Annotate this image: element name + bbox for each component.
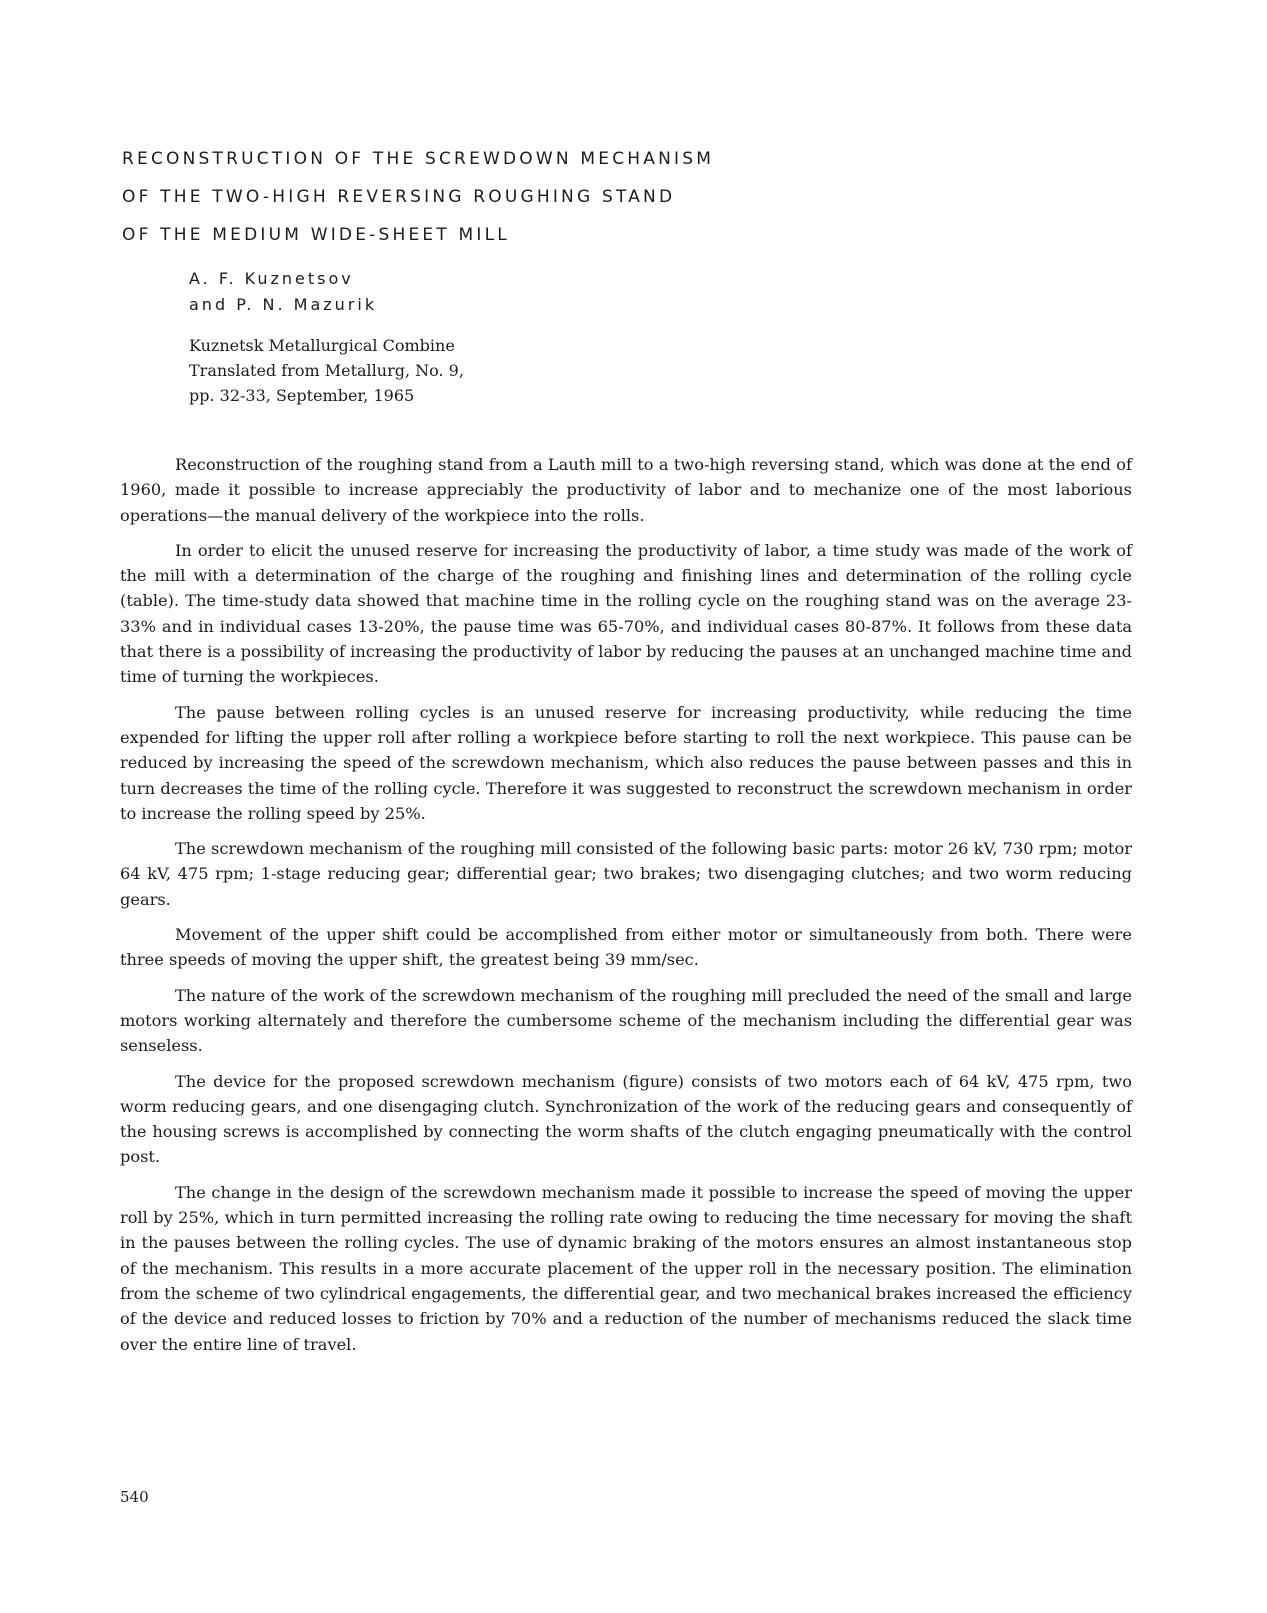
title-line: OF THE MEDIUM WIDE-SHEET MILL [122,225,510,245]
body-paragraph: The nature of the work of the screwdown mechanism of the roughing mill precluded the need of the small and large motors working alternately and therefore the cumbersome scheme of the mechanism including the differential gear was senseless. [120,985,1132,1056]
title-line: OF THE TWO-HIGH REVERSING ROUGHING STAND [122,187,676,207]
body-paragraph: The screwdown mechanism of the roughing mill consisted of the following basic parts: motor 26 kV, 730 rpm; motor 64 kV, 475 rpm; 1-stage reducing gear; differential gear; two brakes; two disengaging clutches; and two worm reducing gears. [120,839,1132,909]
body-paragraph: The device for the proposed screwdown mechanism (figure) consists of two motors each of 64 kV, 475 rpm, two worm reducing gears, and one disengaging clutch. Synchronization of the work of the reducing gears and consequently of the housing screws is accomplished by connecting the worm shafts of the clutch engaging pneumatically with the control post. [120,1071,1132,1167]
author-block [189,266,377,318]
body-paragraph: Reconstruction of the roughing stand from a Lauth mill to a two-high reversing stand, which was done at the end of 1960, made it possible to increase appreciably the productivity of labor and to mechanize one of the most laborious operations—the manual delivery of the workpiece into the rolls. [120,455,1132,525]
article-body [120,452,1132,1367]
body-paragraph: Movement of the upper shift could be accomplished from either motor or simultaneously from both. There were three speeds of moving the upper shift, the greatest being 39 mm/sec. [120,925,1132,970]
source-line: Translated from Metallurg, No. 9, [189,361,464,380]
article-title [122,140,1022,254]
source-date-line: pp. 32-33, September, 1965 [189,386,415,405]
page-number: 540 [120,1488,149,1506]
body-paragraph: The change in the design of the screwdown mechanism made it possible to increase the speed of moving the upper roll by 25%, which in turn permitted increasing the rolling rate owing to reducing the time necessary for moving the shaft in the pauses between the rolling cycles. The use of dynamic braking of the motors ensures an almost instantaneous stop of the mechanism. This results in a more accurate placement of the upper roll in the necessary position. The elimination from the scheme of two cylindrical engagements, the differential gear, and two mechanical brakes increased the efficiency of the device and reduced losses to friction by 70% and a reduction of the number of mechanisms reduced the slack time over the entire line of travel. [120,1182,1132,1354]
title-line: RECONSTRUCTION OF THE SCREWDOWN MECHANISM [122,149,715,169]
affiliation-line: Kuznetsk Metallurgical Combine [189,336,455,355]
affiliation-block [189,333,464,408]
body-paragraph: The pause between rolling cycles is an unused reserve for increasing productivity, while reducing the time expended for lifting the upper roll after rolling a workpiece before starting to roll the next workpiece. This pause can be reduced by increasing the speed of the screwdown mechanism, which also reduces the pause between passes and this in turn decreases the time of the rolling cycle. Therefore it was suggested to reconstruct the screwdown mechanism in order to increase the rolling speed by 25%. [120,702,1132,823]
author-line: A. F. Kuznetsov [189,269,354,288]
body-paragraph: In order to elicit the unused reserve for increasing the productivity of labor, a time study was made of the work of the mill with a determination of the charge of the roughing and finishing lines and determination of the rolling cycle (table). The time-study data showed that machine time in the rolling cycle on the roughing stand was on the average 23-33% and in individual cases 13-20%, the pause time was 65-70%, and individual cases 80-87%. It follows from these data that there is a possibility of increasing the productivity of labor by reducing the pauses at an unchanged machine time and time of turning the workpieces. [120,540,1132,687]
author-line: and P. N. Mazurik [189,295,378,314]
